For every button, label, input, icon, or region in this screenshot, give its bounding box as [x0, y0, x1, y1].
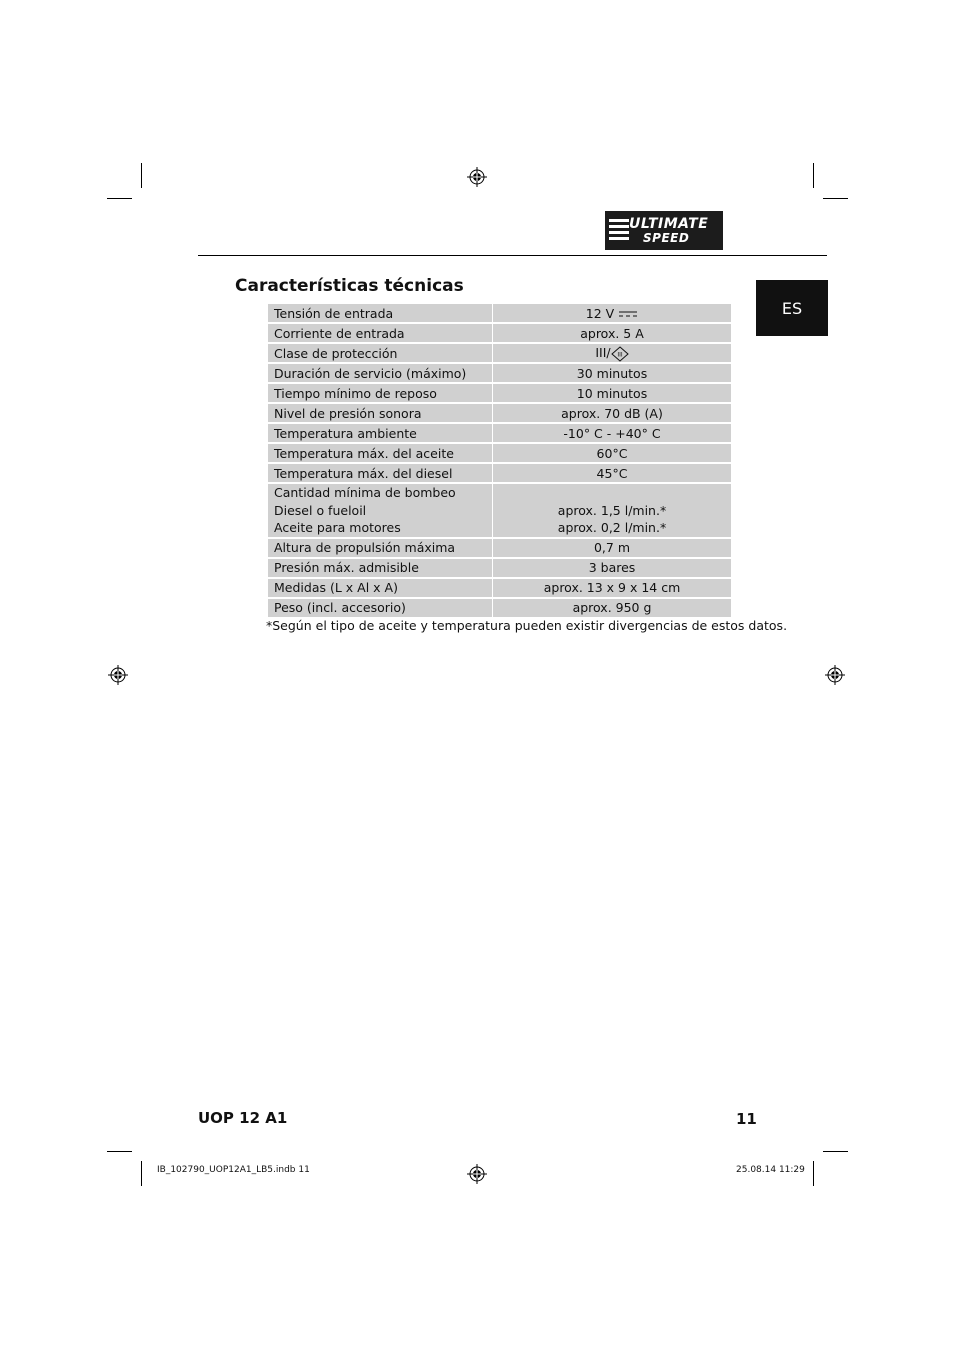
spec-label: Nivel de presión sonora	[268, 404, 493, 422]
table-row	[268, 484, 731, 537]
registration-mark-icon	[467, 167, 487, 187]
spec-label-line: Aceite para motores	[274, 520, 401, 535]
spec-value: 3 bares	[493, 559, 731, 577]
crop-mark	[813, 1161, 814, 1186]
section-title: Características técnicas	[235, 276, 464, 296]
spec-label: Tiempo mínimo de reposo	[268, 384, 493, 402]
table-row	[268, 444, 731, 462]
direct-current-icon	[618, 309, 638, 319]
table-row	[268, 344, 731, 362]
language-tab: ES	[756, 280, 828, 336]
spec-value-text: 12 V	[585, 305, 615, 321]
spec-value: 30 minutos	[493, 364, 731, 382]
print-slug-file: IB_102790_UOP12A1_LB5.indb 11	[157, 1165, 310, 1175]
spec-label: Duración de servicio (máximo)	[268, 364, 493, 382]
spec-label: Altura de propulsión máxima	[268, 539, 493, 557]
spec-value: -10° C - +40° C	[493, 424, 731, 442]
spec-label: Corriente de entrada	[268, 324, 493, 342]
crop-mark	[141, 163, 142, 188]
spec-label-line: Diesel o fueloil	[274, 502, 367, 518]
page-number: 11	[736, 1110, 757, 1128]
spec-value	[493, 344, 731, 362]
logo-stripes-icon	[609, 217, 631, 243]
table-row	[268, 424, 731, 442]
spec-value: aprox. 13 x 9 x 14 cm	[493, 579, 731, 597]
spec-value: 60°C	[493, 444, 731, 462]
header-rule	[198, 255, 827, 256]
spec-label: Temperatura máx. del diesel	[268, 464, 493, 482]
spec-value: 45°C	[493, 464, 731, 482]
spec-label: Tensión de entrada	[268, 304, 493, 322]
spec-label: Medidas (L x Al x A)	[268, 579, 493, 597]
model-number: UOP 12 A1	[198, 1109, 288, 1127]
logo-text-ultimate: ULTIMATE	[629, 216, 709, 232]
spec-value: aprox. 5 A	[493, 324, 731, 342]
spec-label-line: Cantidad mínima de bombeo	[274, 485, 456, 500]
table-row	[268, 539, 731, 557]
spec-label: Presión máx. admisible	[268, 559, 493, 577]
spec-value-line: aprox. 0,2 l/min.*	[557, 520, 667, 535]
registration-mark-icon	[825, 665, 845, 685]
table-row	[268, 599, 731, 617]
logo-text-speed: SPEED	[643, 231, 690, 245]
spec-value-line: aprox. 1,5 l/min.*	[557, 502, 667, 518]
spec-label: Clase de protección	[268, 344, 493, 362]
spec-value	[493, 484, 731, 537]
brand-logo	[605, 211, 723, 250]
crop-mark	[813, 163, 814, 188]
spec-label: Peso (incl. accesorio)	[268, 599, 493, 617]
table-row	[268, 304, 731, 322]
table-row	[268, 384, 731, 402]
registration-mark-icon	[108, 665, 128, 685]
spec-value: 0,7 m	[493, 539, 731, 557]
spec-table	[268, 302, 731, 619]
crop-mark	[107, 198, 132, 199]
crop-mark	[823, 198, 848, 199]
spec-value: aprox. 950 g	[493, 599, 731, 617]
table-row	[268, 364, 731, 382]
table-row	[268, 404, 731, 422]
crop-mark	[107, 1151, 132, 1152]
spec-value-text: III/	[595, 345, 611, 361]
spec-value-line	[499, 484, 725, 502]
crop-mark	[823, 1151, 848, 1152]
spec-value: aprox. 70 dB (A)	[493, 404, 731, 422]
footnote: *Según el tipo de aceite y temperatura pueden existir divergencias de estos datos.	[266, 618, 788, 633]
crop-mark	[141, 1161, 142, 1186]
spec-value	[493, 304, 731, 322]
spec-value: 10 minutos	[493, 384, 731, 402]
table-row	[268, 464, 731, 482]
protection-class-iii-icon	[611, 346, 629, 362]
protection-symbol-text: III	[616, 351, 623, 359]
spec-label: Temperatura ambiente	[268, 424, 493, 442]
table-row	[268, 579, 731, 597]
print-slug-date: 25.08.14 11:29	[736, 1165, 805, 1175]
spec-label: Temperatura máx. del aceite	[268, 444, 493, 462]
table-row	[268, 324, 731, 342]
table-row	[268, 559, 731, 577]
spec-label	[268, 484, 493, 537]
registration-mark-icon	[467, 1164, 487, 1184]
